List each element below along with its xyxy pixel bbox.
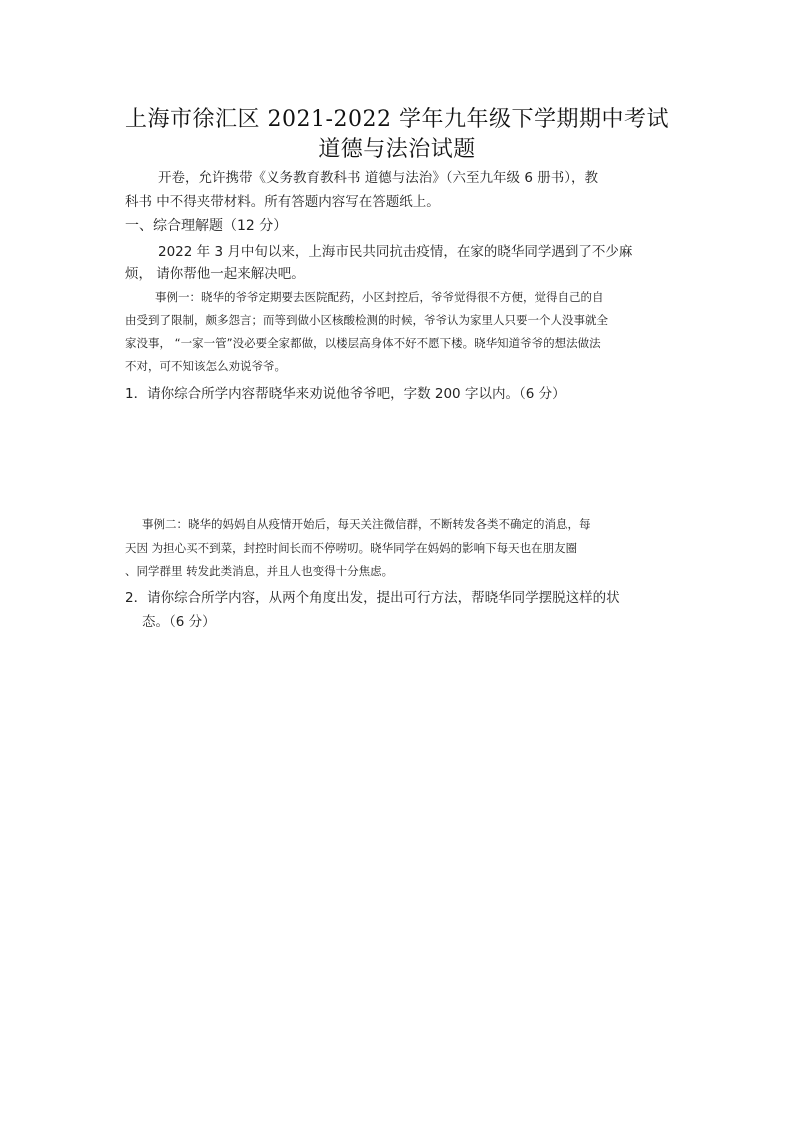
case-2-line-1: 事例二：晓华的妈妈自从疫情开始后，每天关注微信群，不断转发各类不确定的消息，每	[142, 517, 591, 531]
question-1: 1．请你综合所学内容帮晓华来劝说他爷爷吧，字数 200 字以内。（6 分）	[125, 386, 566, 402]
case-1-line-3: 家没事， “一家一管”没必要全家都做，以楼层高身体不好不愿下楼。晓华知道爷爷的想法做法	[125, 336, 601, 350]
case-2-line-2: 天因 为担心买不到菜，封控时间长而不停唠叨。晓华同学在妈妈的影响下每天也在朋友圈	[125, 541, 578, 555]
section-1-heading: 一、综合理解题（12 分）	[125, 218, 288, 234]
case-2-line-3: 、同学群里 转发此类消息，并且人也变得十分焦虑。	[125, 564, 394, 578]
case-1-line-2: 由受到了限制，颇多怨言；而等到做小区核酸检测的时候，爷爷认为家里人只要一个人没事就全	[125, 313, 608, 327]
instructions-line-1: 开卷，允许携带《义务教育教科书 道德与法治》（六至九年级 6 册书），教	[158, 170, 598, 186]
exam-subtitle: 道德与法治试题	[318, 137, 476, 162]
question-2-line-1: 2．请你综合所学内容，从两个角度出发，提出可行方法，帮晓华同学摆脱这样的状	[125, 590, 620, 606]
case-1-line-1: 事例一：晓华的爷爷定期要去医院配药，小区封控后，爷爷觉得很不方便，觉得自己的自	[155, 290, 604, 304]
exam-title: 上海市徐汇区 2021-2022 学年九年级下学期期中考试	[125, 107, 669, 132]
instructions-line-2: 科书 中不得夹带材料。所有答题内容写在答题纸上。	[125, 194, 440, 210]
intro-line-2: 烦， 请你帮他一起来解决吧。	[125, 266, 305, 282]
question-2-line-2: 态。（6 分）	[142, 614, 216, 630]
intro-line-1: 2022 年 3 月中旬以来，上海市民共同抗击疫情，在家的晓华同学遇到了不少麻	[158, 244, 633, 260]
case-1-line-4: 不对，可不知该怎么劝说爷爷。	[125, 359, 286, 373]
